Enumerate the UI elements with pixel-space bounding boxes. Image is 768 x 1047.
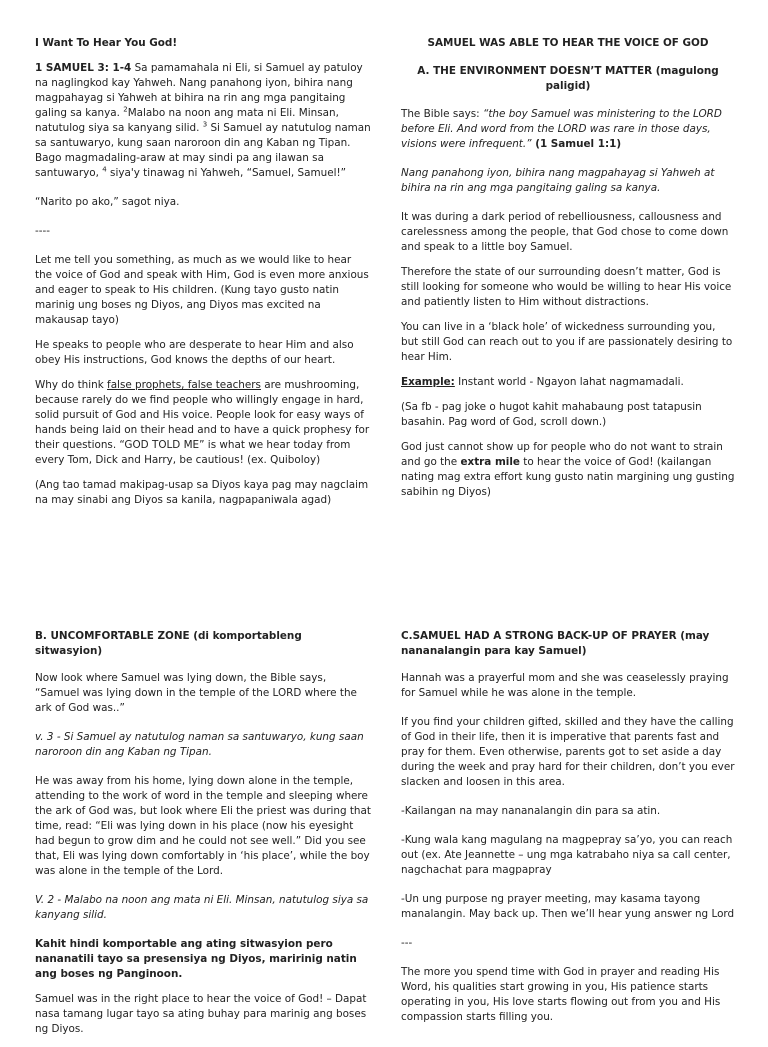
separator: --- (401, 937, 413, 949)
paragraph: Let me tell you something, as much as we would like to hear the voice of God and speak with Him, God is even more anxious and eager to speak to His children. (Kung tayo gusto natin marinig ung boses ng Diyos, ang Diyos mas excited na makausap tayo) (35, 254, 369, 326)
passage-text: Si Samuel ay natutulog naman sa santuwaryo, kung saan naroroon din ang Kaban ng Tipan. Bago magmadaling-araw at may sindi pa ang ilawan sa santuwaryo, (35, 122, 371, 179)
verse-number: 4 (102, 165, 107, 174)
paragraph: Now look where Samuel was lying down, the Bible says, “Samuel was lying down in the temple of the LORD where the ark of God was..” (35, 672, 357, 714)
false-prophets-link[interactable]: false prophets, false teachers (107, 379, 261, 391)
paragraph: Nang panahong iyon, bihira nang magpahayag si Yahweh at bihira na rin ang mga pangitaing galing sa kanya. (401, 167, 715, 194)
extra-mile-text: extra mile (460, 456, 520, 468)
separator: ---- (35, 225, 50, 237)
paragraph: Therefore the state of our surrounding doesn’t matter, God is still looking for someone who would be willing to hear His voice and patiently listen to Him without distractions. (401, 266, 732, 308)
paragraph: v. 3 - Si Samuel ay natutulog naman sa santuwaryo, kung saan naroroon din ang Kaban ng Tipan. (35, 731, 364, 758)
section-title: SAMUEL WAS ABLE TO HEAR THE VOICE OF GOD (427, 37, 709, 49)
column-top-right (401, 36, 735, 510)
paragraph: Kahit hindi komportable ang ating sitwasyion pero nananatili tayo sa presensiya ng Diyos, maririnig natin ang boses ng Panginoon. (35, 938, 357, 980)
paragraph-text: Instant world - Ngayon lahat nagmamadali. (454, 376, 684, 388)
bible-reference: (1 Samuel 1:1) (531, 138, 622, 150)
samuel-reply: “Narito po ako,” sagot niya. (35, 196, 180, 208)
paragraph: (Sa fb - pag joke o hugot kahit mahabaung post tatapusin basahin. Pag word of God, scroll down.) (401, 401, 702, 428)
column-bottom-right (401, 629, 735, 1035)
paragraph-text: are mushrooming, because rarely do we find people who willingly engage in hard, solid pursuit of God and His voice. People look for easy ways of hands being laid on their head and to have a quick prophesy for their questions. “GOD TOLD ME” is what we hear today from every Tom, Dick and Harry, be cautious! (ex. Quiboloy) (35, 379, 370, 466)
paragraph-text: God just cannot show up for people who do not want to strain and go the (401, 441, 723, 468)
paragraph: V. 2 - Malabo na noon ang mata ni Eli. Minsan, natutulog siya sa kanyang silid. (35, 894, 369, 921)
scripture-reference: 1 SAMUEL 3: 1-4 (35, 62, 132, 74)
paragraph: Samuel was in the right place to hear the voice of God! – Dapat nasa tamang lugar tayo sa ating buhay para marinig ang boses ng Diyos. (35, 993, 367, 1035)
page-title: I Want To Hear You God! (35, 37, 178, 49)
column-bottom-left (35, 629, 371, 1047)
verse-number: 3 (202, 120, 208, 129)
paragraph-text: to hear the voice of God! (kailangan nating mag extra effort kung gusto natin margining ung gusting sabihin ng Diyos) (401, 456, 735, 498)
passage-text: Malabo na noon ang mata ni Eli. Minsan, natutulog siya sa kanyang silid. (35, 107, 339, 134)
paragraph: (Ang tao tamad makipag-usap sa Diyos kaya pag may nagclaim na may sinabi ang Diyos sa kanila, nagpapaniwala agad) (35, 479, 369, 506)
paragraph (35, 378, 371, 468)
column-top-left (35, 36, 371, 518)
paragraph: -Kung wala kang magulang na magpepray sa’yo, you can reach out (ex. Ate Jeannette – ung mga katrabaho niya sa call center, nagchachat para magpapray (401, 834, 733, 876)
paragraph (401, 440, 735, 500)
paragraph: He was away from his home, lying down alone in the temple, attending to the work of word in the temple and sleeping where the ark of God was, but look where Eli the priest was during that time, read: “Eli was lying down in his place (now his eyesight had begun to grow dim and he could not see well.” Did you see that, Eli was lying down comfortably in ‘his place’, while the boy was alone in the temple of the Lord. (35, 775, 371, 877)
passage-text: Sa pamamahala ni Eli, si Samuel ay patuloy na naglingkod kay Yahweh. Nang panahong iyon, bihira nang magpahayag si Yahweh at bihira na rin ang mga pangitaing galing sa kanya. (35, 62, 363, 119)
paragraph: He speaks to people who are desperate to hear Him and also obey His instructions, God knows the depths of our heart. (35, 339, 354, 366)
section-subtitle: A. THE ENVIRONMENT DOESN’T MATTER (magulong paligid) (417, 65, 719, 92)
paragraph: The more you spend time with God in prayer and reading His Word, his qualities start growing in you, His patience starts operating in you, His love starts flowing out from you and His compassion starts filling you. (401, 966, 721, 1023)
paragraph: You can live in a ‘black hole’ of wickedness surrounding you, but still God can reach out to you if are passionately desiring to hear Him. (401, 321, 733, 363)
paragraph: -Un ung purpose ng prayer meeting, may kasama tayong manalangin. May back up. Then we’ll hear yung answer ng Lord (401, 893, 735, 920)
passage-text: siya'y tinawag ni Yahweh, “Samuel, Samuel!” (106, 167, 347, 179)
scripture-passage (35, 61, 371, 181)
bible-quote: “the boy Samuel was ministering to the LORD before Eli. And word from the LORD was rare in those days, visions were infrequent.” (401, 108, 722, 150)
paragraph: It was during a dark period of rebelliousness, callousness and carelessness among the people, that God chose to come down and speak to a little boy Samuel. (401, 211, 729, 253)
section-title: C.SAMUEL HAD A STRONG BACK-UP OF PRAYER (may nananalangin para kay Samuel) (401, 630, 710, 657)
verse-number: 2 (123, 105, 128, 114)
example-label: Example: (401, 376, 455, 388)
paragraph-text: The Bible says: (401, 108, 483, 120)
paragraph: Hannah was a prayerful mom and she was ceaselessly praying for Samuel while he was alone in the temple. (401, 672, 729, 699)
section-title: B. UNCOMFORTABLE ZONE (di komportableng sitwasyion) (35, 630, 302, 657)
paragraph (401, 107, 735, 152)
paragraph (401, 375, 735, 390)
paragraph: If you find your children gifted, skilled and they have the calling of God in their life, then it is imperative that parents fast and pray for them. Even otherwise, parents got to set aside a day during the week and pray hard for their children, don’t you ever slacken and loosen in this area. (401, 716, 735, 788)
paragraph: -Kailangan na may nananalangin din para sa atin. (401, 805, 661, 817)
paragraph-text: Why do think (35, 379, 108, 391)
